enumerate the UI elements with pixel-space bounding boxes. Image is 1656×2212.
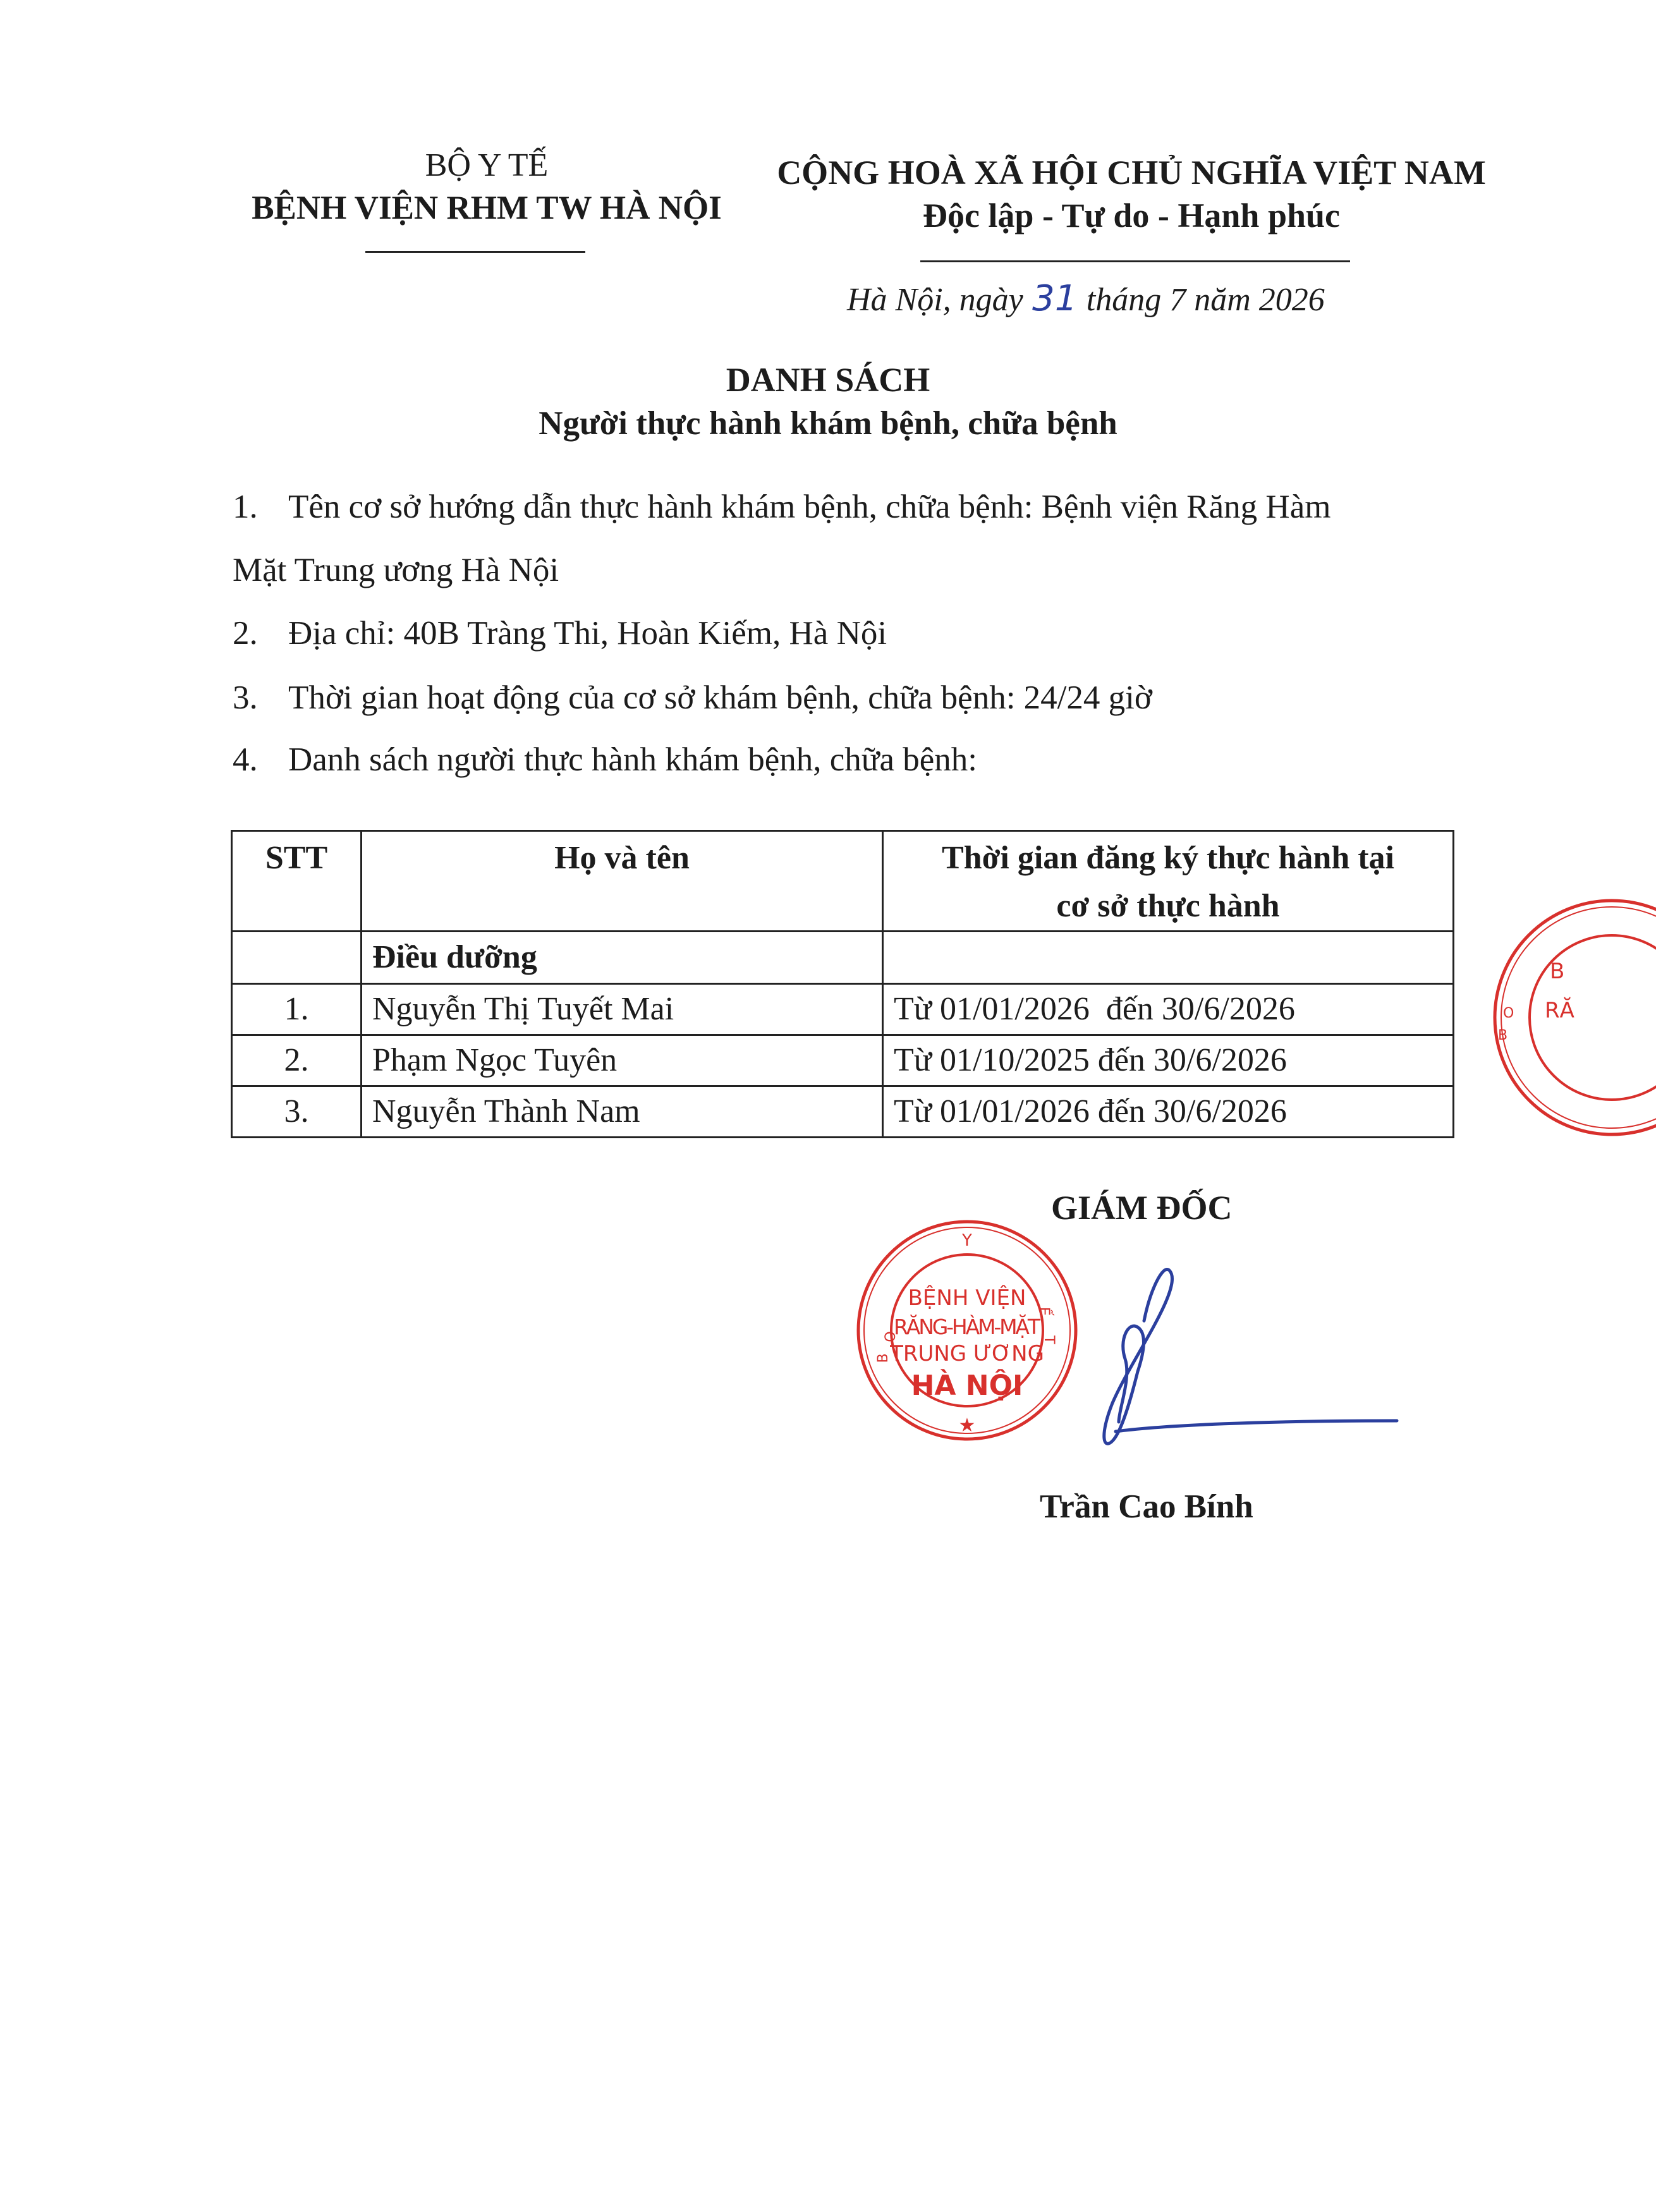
item-number: 4. [233,741,258,778]
date-line [847,278,1325,319]
svg-text:Y: Y [962,1231,972,1250]
svg-text:O: O [1503,1006,1514,1021]
row-period: Từ 01/01/2026 đến 30/6/2026 [883,984,1454,1035]
svg-text:RĂ: RĂ [1545,998,1574,1023]
table-group-row [232,932,1454,984]
table-row [232,1086,1454,1138]
header-period [883,831,1454,932]
item-continuation: Mặt Trung ương Hà Nội [233,552,559,588]
row-name: Nguyễn Thị Tuyết Mai [362,984,883,1035]
header-stt: STT [232,831,362,932]
list-item [233,614,1434,652]
ministry-name: BỘ Y TẾ [425,147,549,183]
row-period: Từ 01/10/2025 đến 30/6/2026 [883,1035,1454,1086]
svg-text:TRUNG ƯƠNG: TRUNG ƯƠNG [890,1341,1044,1366]
header-period-line2: cơ sở thực hành [1056,888,1280,924]
date-prefix: Hà Nội, ngày [847,282,1023,318]
hospital-name: BỆNH VIỆN RHM TW HÀ NỘI [252,190,722,226]
row-stt: 2. [232,1035,362,1086]
list-item [233,488,1434,526]
table-row [232,984,1454,1035]
group-period-cell [883,932,1454,984]
header-period-line1: Thời gian đăng ký thực hành tại [941,840,1394,876]
group-stt-cell [232,932,362,984]
issuer-underline [365,251,585,253]
svg-text:HÀ NỘI: HÀ NỘI [911,1370,1023,1402]
row-stt: 3. [232,1086,362,1138]
national-motto: Độc lập - Tự do - Hạnh phúc [922,197,1341,234]
handwritten-day: 31 [1032,278,1078,319]
svg-text:B: B [875,1353,891,1363]
table-header-row [232,831,1454,932]
item-number: 2. [233,615,258,652]
row-stt: 1. [232,984,362,1035]
date-suffix: tháng 7 năm 2026 [1086,282,1325,318]
practitioner-table [231,830,1454,1138]
svg-text:Ế: Ế [1036,1307,1052,1316]
row-name: Phạm Ngọc Tuyên [362,1035,883,1086]
item-text: Thời gian hoạt động của cơ sở khám bệnh, chữa bệnh: 24/24 giờ [288,679,1152,716]
item-text: Địa chỉ: 40B Tràng Thi, Hoàn Kiếm, Hà Nội [288,615,887,652]
document-title: DANH SÁCH [726,361,930,399]
item-text: Danh sách người thực hành khám bệnh, chữa bệnh: [288,741,977,778]
svg-text:B: B [1550,959,1565,984]
signer-name: Trần Cao Bính [1040,1488,1253,1525]
list-item [233,741,1434,779]
handwritten-signature [1075,1251,1416,1460]
header-name: Họ và tên [362,831,883,932]
group-label: Điều dưỡng [362,932,883,984]
partial-stamp [1479,885,1574,1150]
document-subtitle: Người thực hành khám bệnh, chữa bệnh [539,405,1117,442]
svg-text:BỆNH VIỆN: BỆNH VIỆN [908,1285,1026,1311]
country-name: CỘNG HOÀ XÃ HỘI CHỦ NGHĨA VIỆT NAM [777,154,1486,191]
issuer-block [234,145,740,230]
signer-title: GIÁM ĐỐC [1051,1189,1233,1227]
svg-text:★: ★ [958,1414,976,1437]
motto-underline [920,260,1350,262]
item-number: 1. [233,489,258,525]
table-row [232,1035,1454,1086]
row-period: Từ 01/01/2026 đến 30/6/2026 [883,1086,1454,1138]
item-text: Tên cơ sở hướng dẫn thực hành khám bệnh, chữa bệnh: Bệnh viện Răng Hàm [288,489,1331,525]
svg-text:B: B [1498,1028,1508,1043]
list-item [233,679,1434,717]
item-number: 3. [233,679,258,716]
svg-text:O: O [883,1331,899,1342]
svg-text:T: T [1041,1335,1057,1344]
svg-text:RĂNG-HÀM-MẶT: RĂNG-HÀM-MẶT [894,1315,1040,1339]
row-name: Nguyễn Thành Nam [362,1086,883,1138]
official-stamp [853,1217,1081,1444]
national-header [755,152,1507,238]
